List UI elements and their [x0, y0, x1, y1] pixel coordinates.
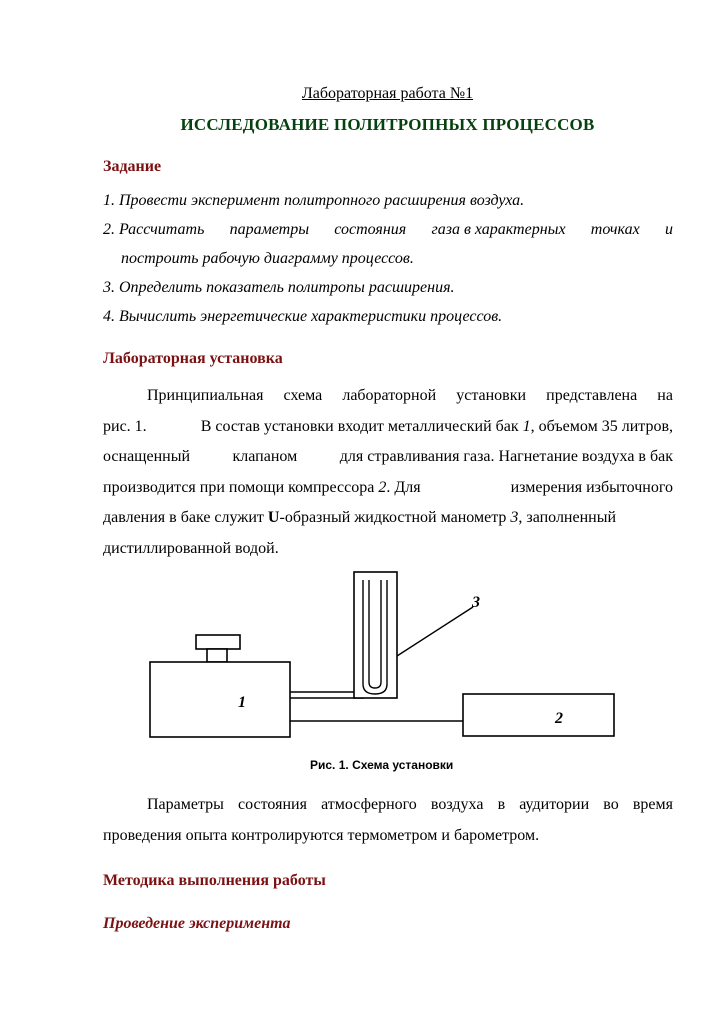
assignment-item-2-continued: построить рабочую диаграмму процессов.	[121, 250, 414, 267]
method-heading: Методика выполнения работы	[103, 872, 326, 889]
assignment-item-3: 3. Определить показатель политропы расширения.	[103, 279, 455, 296]
setup-text: производится при помощи компрессора	[103, 478, 375, 496]
setup-word: схема	[283, 387, 323, 404]
figure-caption: Рис. 1. Схема установки	[310, 758, 454, 772]
assignment-item-2-word: состояния	[334, 221, 407, 238]
assignment-item-2-word: газа в характерных	[431, 221, 566, 238]
atmosphere-paragraph	[103, 790, 673, 851]
assignment-item-2-word: 2. Рассчитать	[103, 221, 205, 238]
setup-fig-ref: рис. 1.	[103, 417, 147, 435]
tank-label: 1	[238, 694, 246, 711]
setup-word: Принципиальная	[147, 387, 264, 404]
atmosphere-word: время	[632, 796, 673, 813]
assignment-item-4: 4. Вычислить энергетические характеристики процессов.	[103, 308, 503, 325]
lab-work-label: Лабораторная работа №1	[301, 85, 474, 102]
atmosphere-word: во	[603, 796, 619, 813]
setup-text: , заполненный	[518, 509, 617, 526]
compressor	[463, 694, 614, 736]
valve-cap	[196, 635, 240, 649]
setup-word: оснащенный	[103, 448, 191, 465]
atmosphere-word: Параметры	[147, 796, 224, 813]
setup-text: давления в баке служит	[103, 509, 264, 526]
setup-word: установки	[456, 387, 527, 404]
u-letter: U	[267, 509, 280, 526]
atmosphere-word: состояния	[238, 796, 307, 813]
setup-word: лабораторной	[342, 387, 437, 404]
assignment-item-1: 1. Провести эксперимент политропного расширения воздуха.	[103, 192, 525, 209]
tank-ref: 1	[522, 417, 531, 435]
compressor-label: 2	[555, 710, 563, 727]
assignment-item-2-word: параметры	[229, 221, 310, 238]
setup-line-6: дистиллированной водой.	[103, 539, 279, 557]
setup-text: , объемом 35 литров,	[530, 417, 673, 435]
atmosphere-line-2: проведения опыта контролируются термометром и барометром.	[103, 826, 540, 844]
setup-word: представлена	[546, 387, 638, 404]
manometer-frame	[354, 572, 397, 698]
setup-word: на	[657, 387, 673, 404]
valve-stem	[207, 649, 227, 662]
assignment-item-2-word: и	[664, 221, 673, 238]
setup-text: измерения избыточного	[510, 478, 673, 496]
manometer-ref: 3	[510, 509, 519, 526]
setup-word: клапаном	[232, 448, 298, 465]
setup-text: В состав установки входит металлический бак	[200, 417, 519, 435]
setup-heading: Лабораторная установка	[103, 350, 283, 367]
setup-text: для стравливания газа. Нагнетание воздуха в бак	[339, 448, 673, 465]
tank	[150, 662, 290, 737]
setup-text: . Для	[386, 478, 421, 496]
manometer-label: 3	[472, 594, 480, 611]
experiment-subheading: Проведение эксперимента	[103, 915, 291, 932]
assignment-item-2-word: точках	[590, 221, 640, 238]
atmosphere-word: атмосферного	[321, 796, 417, 813]
atmosphere-word: аудитории	[519, 796, 590, 813]
setup-text: -образный жидкостной манометр	[279, 509, 507, 526]
page-title: ИССЛЕДОВАНИЕ ПОЛИТРОПНЫХ ПРОЦЕССОВ	[180, 115, 595, 134]
atmosphere-line-1	[103, 790, 673, 821]
compressor-ref: 2	[378, 478, 387, 496]
atmosphere-word: в	[497, 796, 506, 813]
assignment-heading: Задание	[103, 158, 162, 175]
manometer-leader-line	[397, 607, 473, 656]
atmosphere-word: воздуха	[430, 796, 484, 813]
